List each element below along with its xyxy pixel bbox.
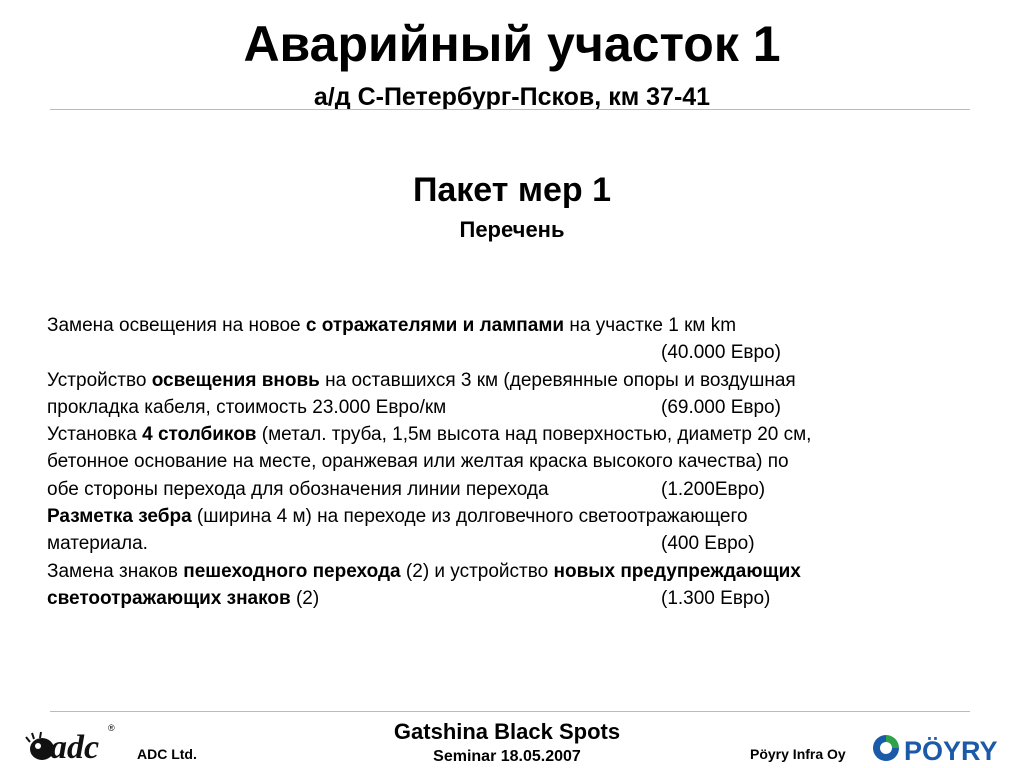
- measure-line: [47, 558, 977, 585]
- measure-text: материала.: [47, 533, 148, 555]
- measure-line: [47, 476, 977, 503]
- measure-line: [47, 530, 977, 557]
- measure-text: (метал. труба, 1,5м высота над поверхностью, диаметр 20 см,: [256, 424, 812, 446]
- left-company-label: ADC Ltd.: [137, 746, 197, 762]
- poyry-logo-wordmark: PÖYRY: [904, 736, 998, 766]
- footer-divider: [50, 711, 970, 712]
- measure-line: [47, 448, 977, 475]
- measure-text: обе стороны перехода для обозначения линии перехода: [47, 478, 549, 500]
- measure-price: (1.200Евро): [661, 478, 766, 500]
- measure-text: (2): [290, 587, 320, 609]
- measure-line: [47, 394, 977, 421]
- poyry-logo-icon: [870, 732, 1020, 766]
- measure-price: (1.300 Евро): [661, 587, 771, 609]
- measure-text: прокладка кабеля, стоимость 23.000 Евро/км: [47, 396, 447, 418]
- measure-text: на участке 1 км km: [564, 315, 737, 336]
- measure-text: Замена знаков: [47, 560, 184, 582]
- event-title: Gatshina Black Spots: [393, 719, 621, 744]
- registered-mark: ®: [108, 723, 115, 733]
- measure-text: (2) и устройство: [400, 560, 554, 582]
- measure-text: Установка: [47, 424, 143, 446]
- measure-price: (40.000 Евро): [661, 342, 781, 364]
- header-divider: [50, 109, 970, 110]
- page-subtitle: а/д С-Петербург-Псков, км 37-41: [313, 83, 711, 111]
- seminar-date: Seminar 18.05.2007: [433, 748, 581, 765]
- footer-event: [0, 718, 1014, 768]
- measure-line: [47, 367, 977, 394]
- measures-list: [47, 312, 977, 612]
- measure-line: [47, 503, 977, 530]
- page-title: Аварийный участок 1: [243, 16, 781, 72]
- adc-logo-wordmark: adc: [50, 729, 100, 766]
- measure-text-bold: с отражателями и лампами: [305, 315, 565, 336]
- measure-text: Замена освещения на новое: [47, 315, 306, 336]
- measure-text-bold: пешеходного перехода: [183, 560, 401, 582]
- package-subtitle: Перечень: [459, 217, 565, 242]
- right-company-label: Pöyry Infra Oy: [750, 746, 846, 762]
- measure-line: [47, 312, 977, 339]
- measure-price: (400 Евро): [661, 533, 755, 555]
- measure-text-bold: новых предупреждающих: [553, 560, 801, 582]
- measure-line: [47, 585, 977, 612]
- measure-text-bold: Разметка зебра: [47, 506, 192, 528]
- measure-text: Устройство: [47, 369, 152, 391]
- measure-text: на оставшихся 3 км (деревянные опоры и воздушная: [319, 369, 796, 391]
- measure-line: [47, 421, 977, 448]
- measure-text-bold: светоотражающих знаков: [47, 587, 291, 609]
- measure-text-bold: 4 столбиков: [142, 424, 257, 446]
- measure-line: [47, 339, 977, 366]
- measure-text: бетонное основание на месте, оранжевая или желтая краска высокого качества) по: [47, 451, 789, 473]
- measure-text-bold: освещения вновь: [151, 369, 320, 391]
- package-title: Пакет мер 1: [412, 171, 612, 209]
- measure-price: (69.000 Евро): [661, 396, 781, 418]
- measure-text: (ширина 4 м) на переходе из долговечного светоотражающего: [191, 506, 748, 528]
